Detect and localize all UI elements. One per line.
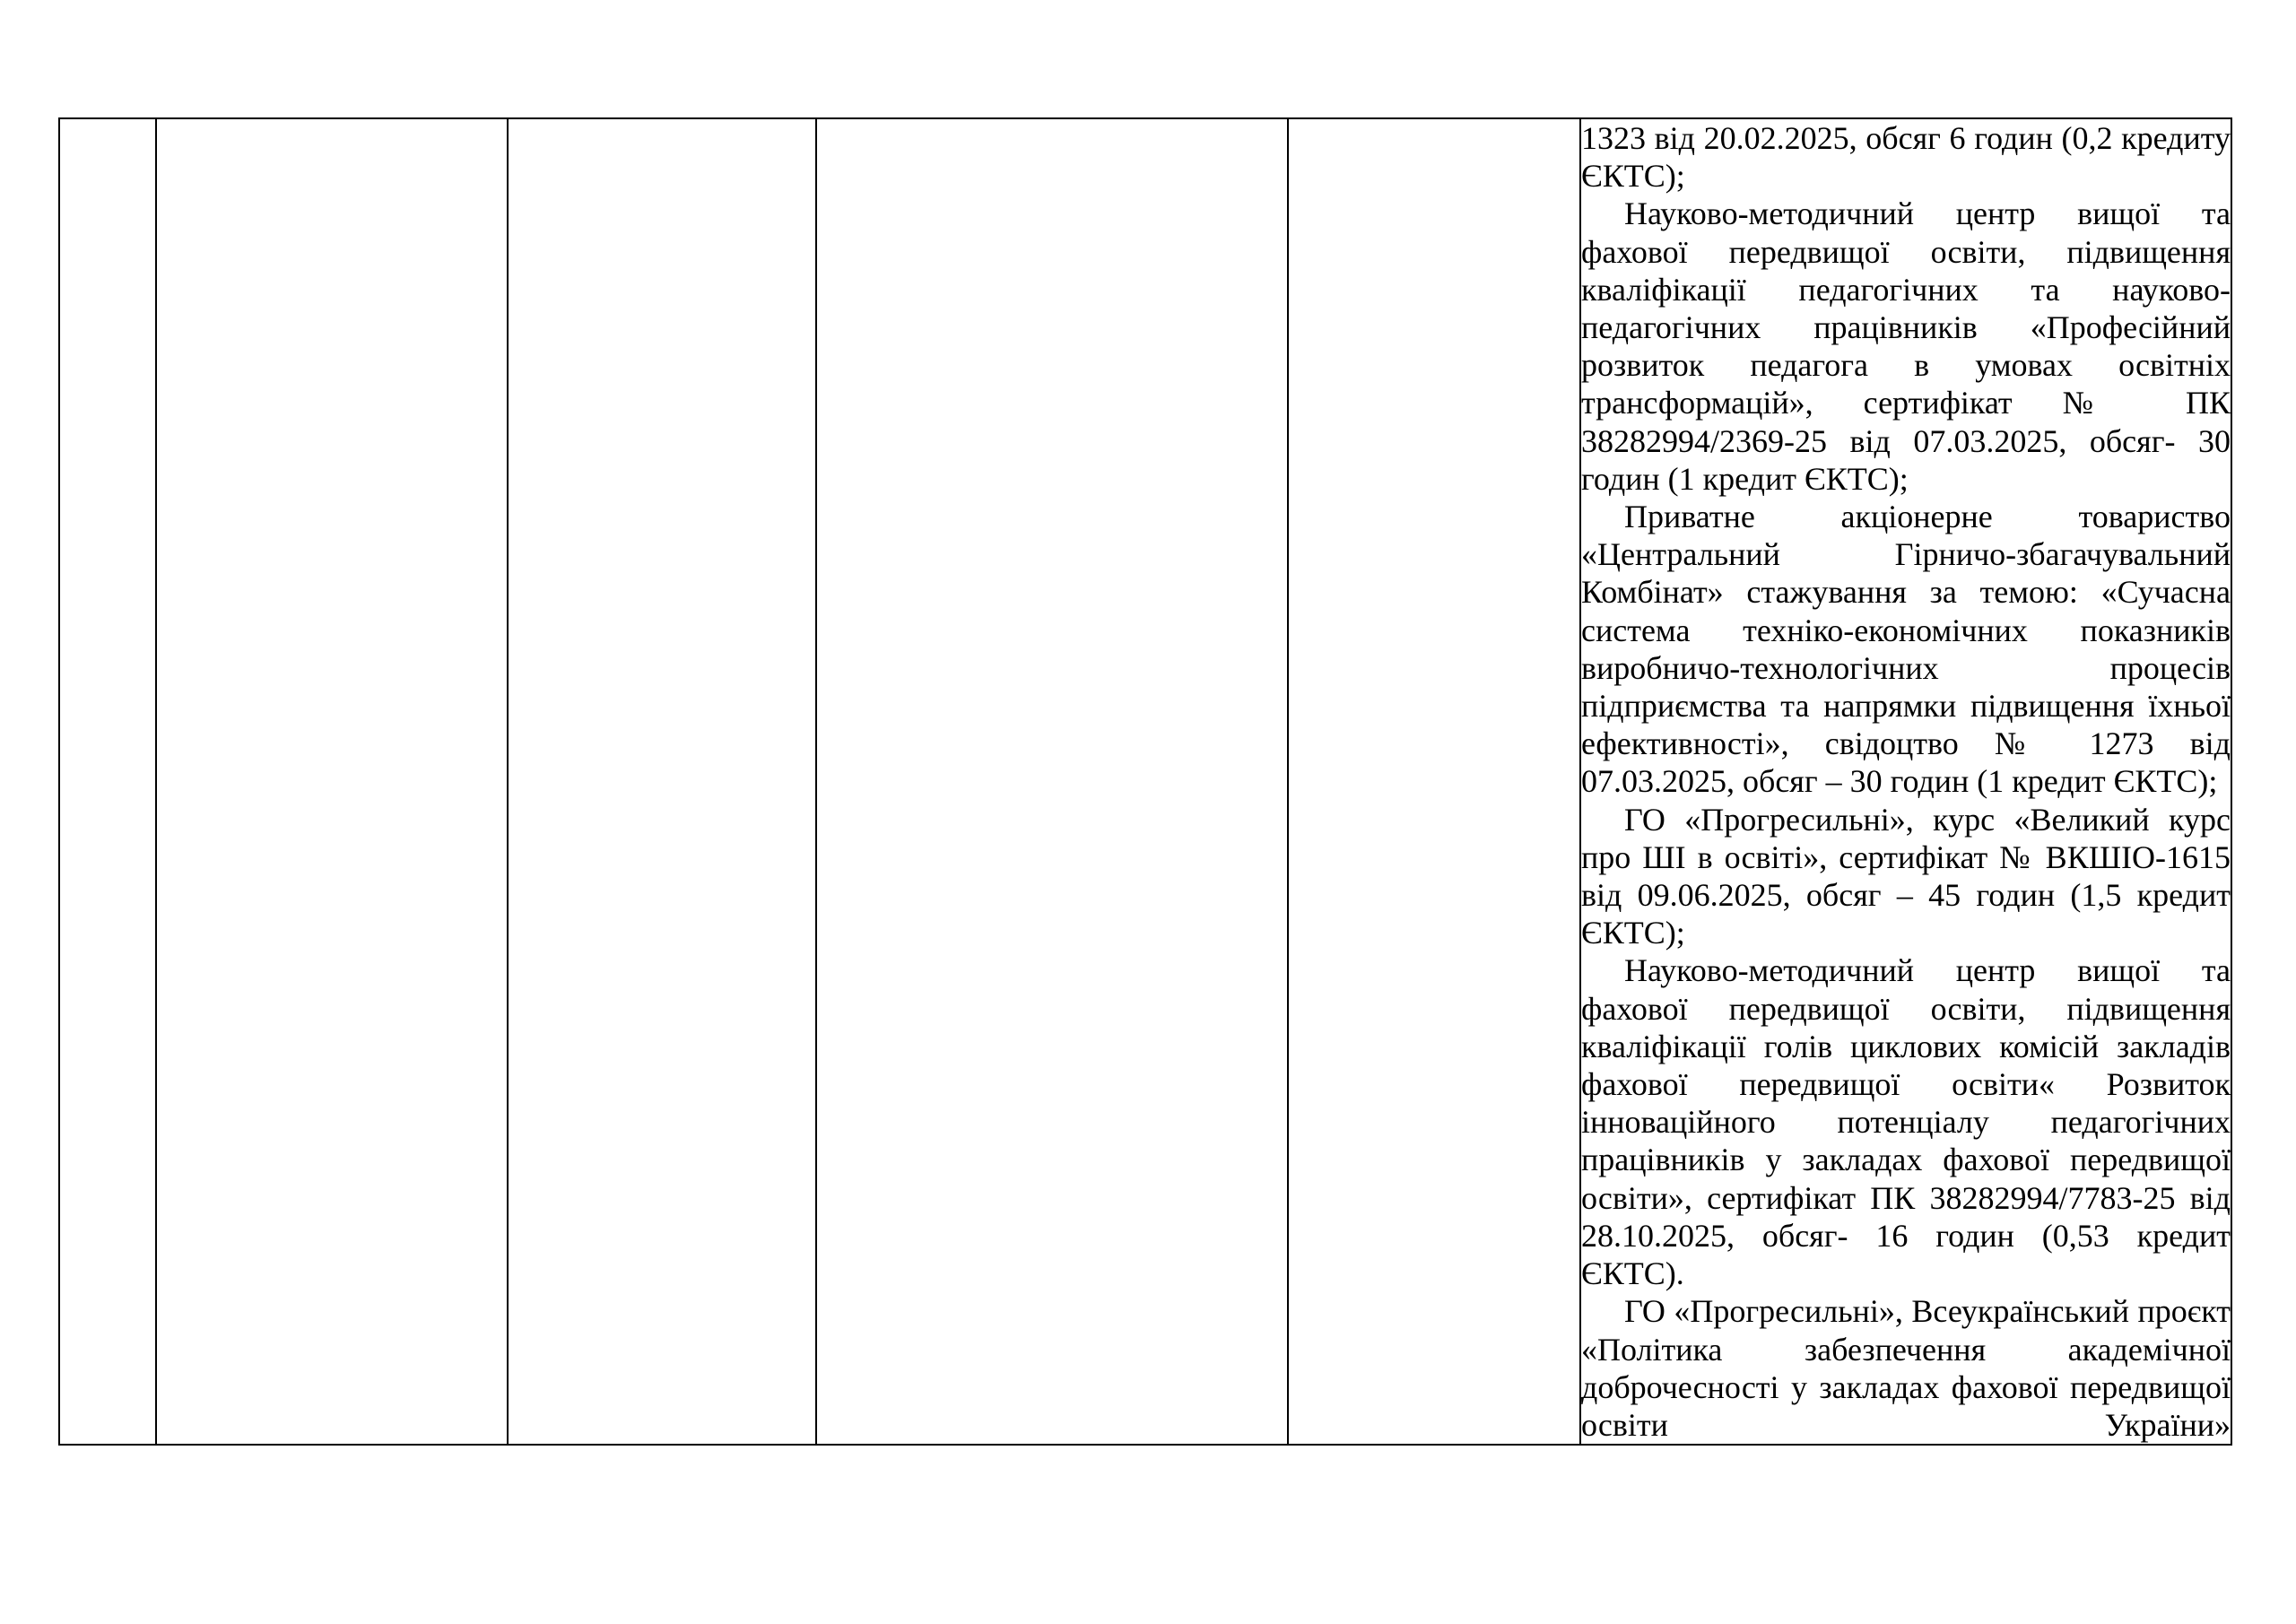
paragraph-internship-mining-combine: Приватне акціонерне товариство «Центральний Гірничо-збагачувальний Комбінат» стажування за темою: «Сучасна система техніко-економічних показників виробничо-технологічних процесів підприємства та напрямки підвищення їхньої ефективності», свідоцтво № 1273 від 07.03.2025, обсяг – 30 годин (1 кредит ЄКТС); [1581,499,2231,800]
paragraph-academic-integrity-project: ГО «Прогресильні», Всеукраїнський проєкт «Політика забезпечення академічної доброчесності у закладах фахової передвищої освіти України» [1581,1293,2231,1443]
data-table [58,117,2232,1446]
table-cell-column-2 [156,118,508,1445]
paragraph-professional-development-2369: Науково-методичний центр вищої та фахової передвищої освіти, підвищення кваліфікації педагогічних та науково-педагогічних працівників «Професійний розвиток педагога в умовах освітніх трансформацій», сертифікат № ПК 38282994/2369-25 від 07.03.2025, обсяг- 30 годин (1 кредит ЄКТС); [1581,195,2231,497]
paragraph-ai-course: ГО «Прогресильні», курс «Великий курс про ШІ в освіті», сертифікат № ВКШІО-1615 від 09.06.2025, обсяг – 45 годин (1,5 кредит ЄКТС); [1581,801,2231,951]
table-cell-column-3 [508,118,816,1445]
paragraph-professional-development-7783: Науково-методичний центр вищої та фахової передвищої освіти, підвищення кваліфікації голів циклових комісій закладів фахової передвищої освіти« Розвиток інноваційного потенціалу педагогічних працівників у закладах фахової передвищої освіти», сертифікат ПК 38282994/7783-25 від 28.10.2025, обсяг- 16 годин (0,53 кредит ЄКТС). [1581,952,2231,1292]
table-row [59,118,2231,1445]
table-cell-column-4 [816,118,1288,1445]
paragraph-continuation: 1323 від 20.02.2025, обсяг 6 годин (0,2 кредиту ЄКТС); [1581,120,2231,195]
table-cell-column-6 [1580,118,2231,1445]
table-cell-column-5 [1288,118,1580,1445]
table-cell-column-1 [59,118,156,1445]
